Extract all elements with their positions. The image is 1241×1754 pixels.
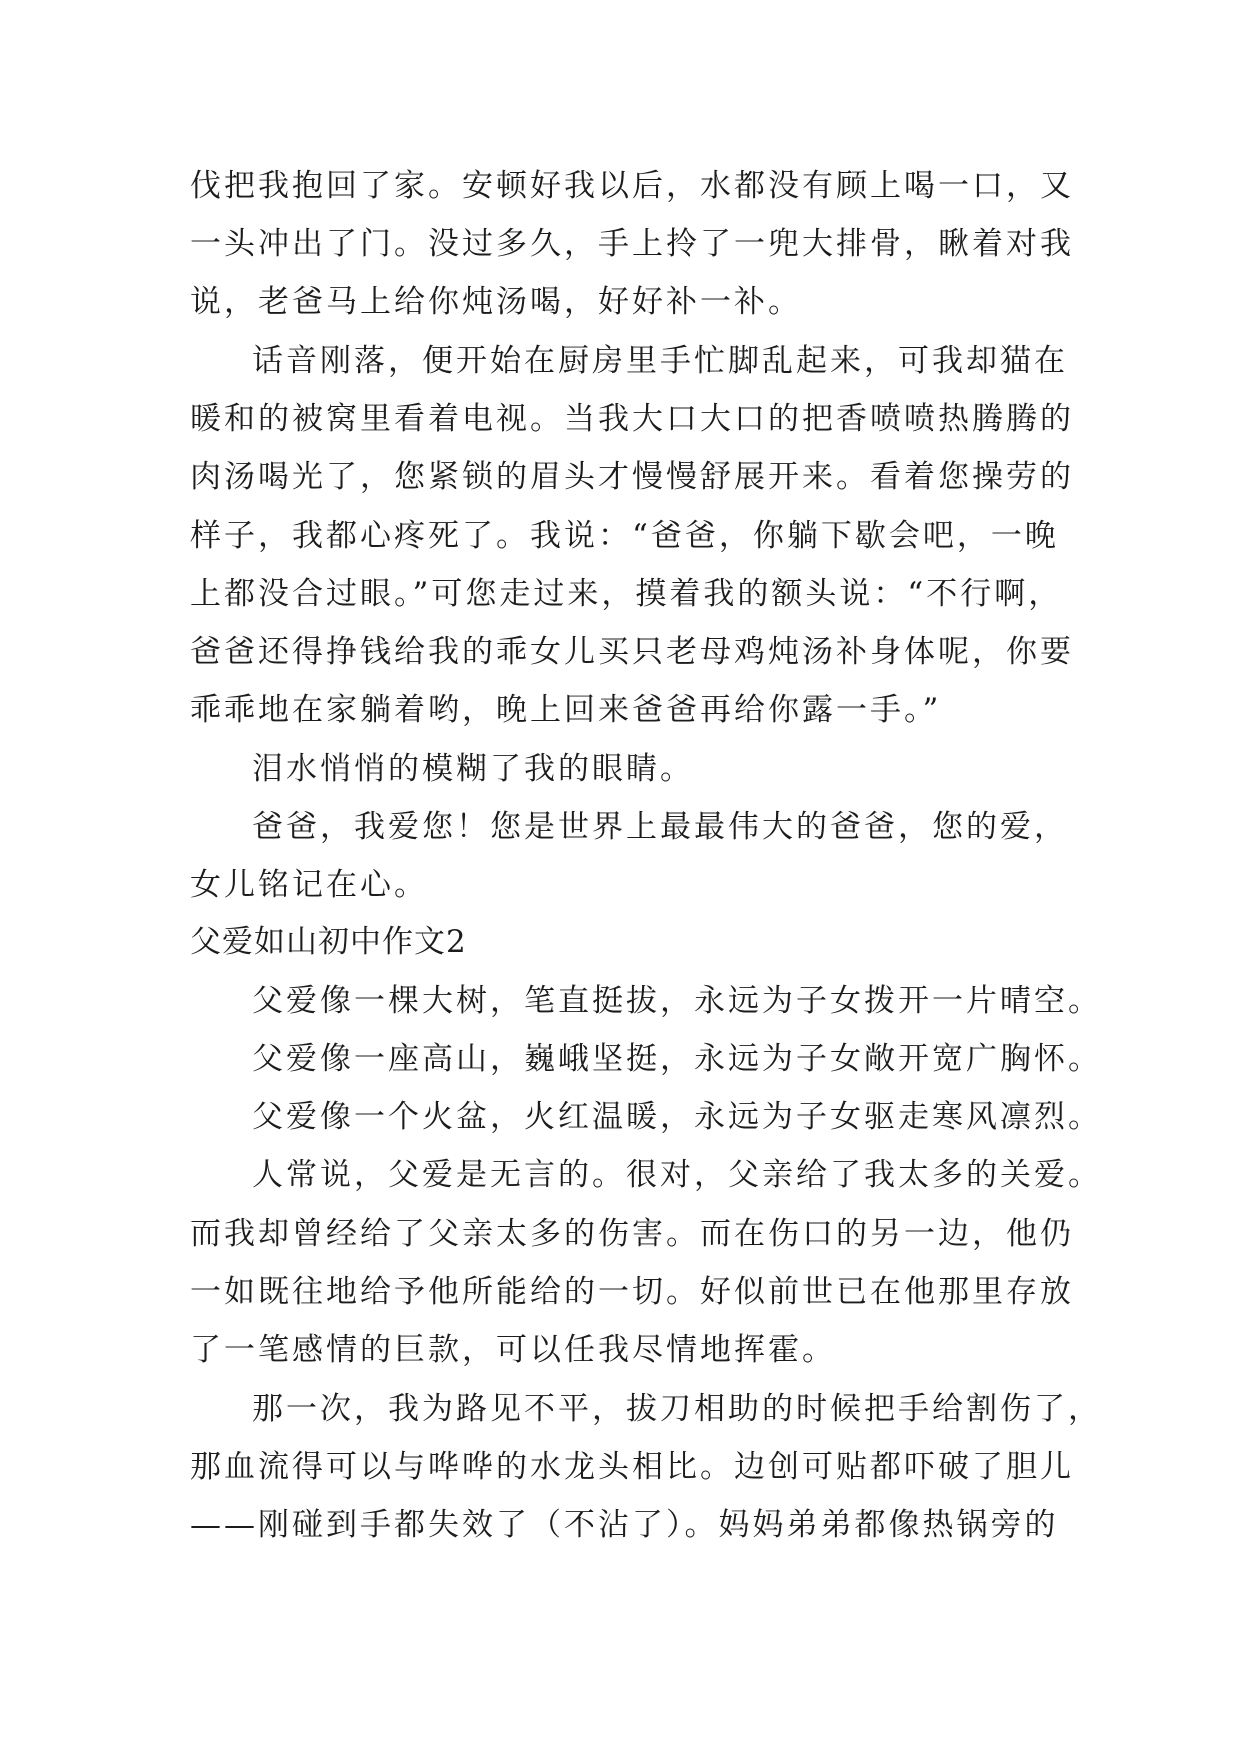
paragraph-first-line: 父爱像一棵大树，笔直挺拔，永远为子女拨开一片晴空。: [252, 983, 1102, 1019]
paragraph-first-line: 父爱像一座高山，巍峨坚挺，永远为子女敞开宽广胸怀。: [252, 1041, 1102, 1077]
paragraph-first-line: 父爱像一个火盆，火红温暖，永远为子女驱走寒风凛烈。: [252, 1099, 1102, 1135]
text-line: 说，老爸马上给你炖汤喝，好好补一补。: [190, 284, 802, 320]
text-line: 一头冲出了门。没过多久，手上拎了一兜大排骨，瞅着对我: [190, 226, 1074, 262]
text-line: 上都没合过眼。”可您走过来，摸着我的额头说：“不行啊，: [190, 576, 1063, 612]
paragraph-first-line: 爸爸，我爱您！您是世界上最最伟大的爸爸，您的爱，: [252, 809, 1068, 845]
text-line: 了一笔感情的巨款，可以任我尽情地挥霍。: [190, 1332, 836, 1368]
text-line: 乖乖地在家躺着哟，晚上回来爸爸再给你露一手。”: [190, 692, 942, 728]
paragraph-first-line: 泪水悄悄的模糊了我的眼睛。: [252, 751, 694, 787]
text-line: 肉汤喝光了，您紧锁的眉头才慢慢舒展开来。看着您操劳的: [190, 459, 1074, 495]
text-line: 一如既往地给予他所能给的一切。好似前世已在他那里存放: [190, 1274, 1074, 1310]
text-line: 伐把我抱回了家。安顿好我以后，水都没有顾上喝一口，又: [190, 168, 1074, 204]
paragraph-first-line: 人常说，父爱是无言的。很对，父亲给了我太多的关爱。: [252, 1157, 1102, 1193]
section-heading: 父爱如山初中作文2: [190, 924, 467, 960]
text-line: 那血流得可以与哗哗的水龙头相比。边创可贴都吓破了胆儿: [190, 1449, 1074, 1485]
text-line: 暖和的被窝里看着电视。当我大口大口的把香喷喷热腾腾的: [190, 401, 1074, 437]
paragraph-first-line: 话音刚落，便开始在厨房里手忙脚乱起来，可我却猫在: [252, 343, 1068, 379]
text-line: 而我却曾经给了父亲太多的伤害。而在伤口的另一边，他仍: [190, 1216, 1074, 1252]
text-line: 样子，我都心疼死了。我说：“爸爸，你躺下歇会吧，一晚: [190, 518, 1059, 554]
text-line: 爸爸还得挣钱给我的乖女儿买只老母鸡炖汤补身体呢，你要: [190, 634, 1074, 670]
text-line: 女儿铭记在心。: [190, 867, 428, 903]
text-line: ——刚碰到手都失效了（不沾了）。妈妈弟弟都像热锅旁的: [190, 1507, 1059, 1543]
paragraph-first-line: 那一次，我为路见不平，拔刀相助的时候把手给割伤了，: [252, 1391, 1102, 1427]
